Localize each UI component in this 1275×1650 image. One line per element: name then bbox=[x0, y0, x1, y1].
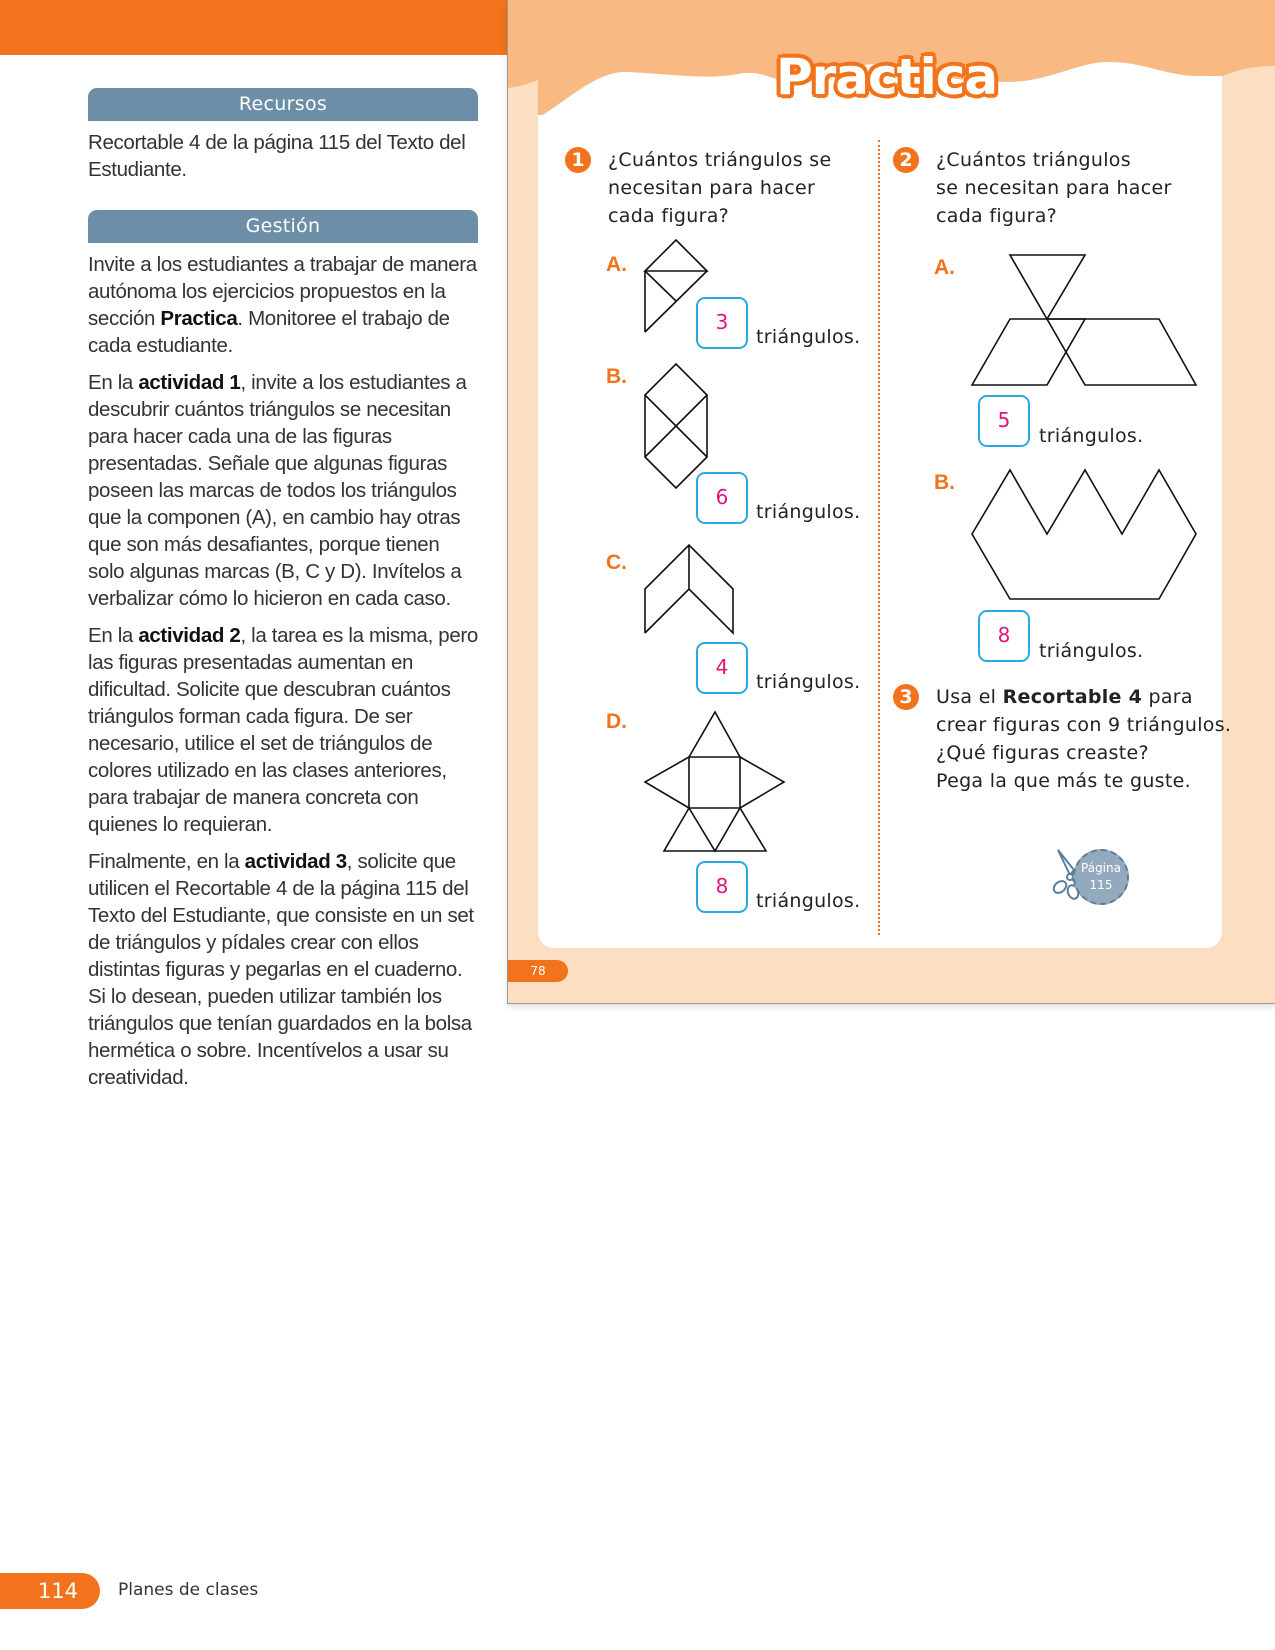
activity-2-number: 2 bbox=[893, 147, 919, 173]
teacher-notes bbox=[88, 88, 478, 1091]
section-title: Practica bbox=[776, 48, 998, 106]
student-page-thumbnail bbox=[507, 0, 1275, 1004]
unit-label: triángulos. bbox=[756, 890, 861, 912]
activity-3-number: 3 bbox=[893, 684, 919, 710]
unit-label: triángulos. bbox=[756, 501, 861, 523]
answer-box-1c[interactable]: 4 bbox=[696, 642, 748, 694]
management-header: Gestión bbox=[88, 210, 478, 243]
resources-header: Recursos bbox=[88, 88, 478, 121]
management-paragraph: En la actividad 1, invite a los estudiantes a descubrir cuántos triángulos se necesitan para hacer cada una de las figuras presentadas. Señale que algunas figuras poseen las marcas de todos los triángulos que la componen (A), en cambio hay otras que son más desafiantes, porque tienen solo algunas marcas (B, C y D). Invítelos a verbalizar cómo lo hicieron en cada caso. bbox=[88, 371, 467, 610]
column-divider bbox=[878, 140, 880, 935]
unit-label: triángulos. bbox=[756, 671, 861, 693]
item-1a-label: A. bbox=[606, 253, 627, 276]
figure-1d-star bbox=[645, 712, 790, 857]
resources-text: Recortable 4 de la página 115 del Texto del Estudiante. bbox=[88, 131, 466, 181]
unit-label: triángulos. bbox=[1039, 640, 1144, 662]
answer-box-1b[interactable]: 6 bbox=[696, 472, 748, 524]
activity-1-question: ¿Cuántos triángulos se necesitan para hacer cada figura? bbox=[608, 149, 832, 227]
item-2a-label: A. bbox=[934, 256, 955, 279]
activity-2-question: ¿Cuántos triángulos se necesitan para hacer cada figura? bbox=[936, 149, 1172, 227]
activity-1-number: 1 bbox=[565, 147, 591, 173]
item-1b-label: B. bbox=[606, 365, 627, 388]
page-number-tab: 114 bbox=[0, 1573, 100, 1609]
activity-3-instructions: Usa el Recortable 4 para crear figuras con 9 triángulos. ¿Qué figuras creaste? Pega la que más te guste. bbox=[936, 686, 1232, 792]
answer-box-1d[interactable]: 8 bbox=[696, 861, 748, 913]
management-paragraph: Finalmente, en la actividad 3, solicite que utilicen el Recortable 4 de la página 115 del Texto del Estudiante, que consiste en un set de triángulos y pídales crear con ellos distintas figuras y pegarlas en el cuaderno. Si lo desean, pueden utilizar también los triángulos que tenían guardados en la bolsa hermética o sobre. Incentívelos a usar su creatividad. bbox=[88, 850, 474, 1089]
page-reference-badge: Página 115 bbox=[1073, 849, 1129, 905]
figure-2a-shape bbox=[972, 255, 1202, 390]
unit-label: triángulos. bbox=[1039, 425, 1144, 447]
unit-label: triángulos. bbox=[756, 326, 861, 348]
management-paragraph: Invite a los estudiantes a trabajar de manera autónoma los ejercicios propuestos en la sección Practica. Monitoree el trabajo de cada estudiante. bbox=[88, 253, 477, 357]
answer-box-2b[interactable]: 8 bbox=[978, 610, 1030, 662]
figure-2b-crown bbox=[972, 470, 1202, 605]
item-1d-label: D. bbox=[606, 710, 627, 733]
student-page-number: 78 bbox=[508, 960, 568, 982]
management-paragraph: En la actividad 2, la tarea es la misma, pero las figuras presentadas aumentan en dificultad. Solicite que descubran cuántos triángulos forman cada figura. De ser necesario, utilice el set de triángulos de colores utilizado en las clases anteriores, para trabajar de manera concreta con quienes lo requieran. bbox=[88, 624, 478, 836]
answer-box-1a[interactable]: 3 bbox=[696, 297, 748, 349]
management-section bbox=[88, 251, 478, 1091]
top-accent-bar bbox=[0, 0, 510, 55]
figure-1c-chevron bbox=[645, 545, 740, 635]
answer-box-2a[interactable]: 5 bbox=[978, 395, 1030, 447]
item-1c-label: C. bbox=[606, 551, 627, 574]
footer-section-title: Planes de clases bbox=[118, 1580, 259, 1600]
item-2b-label: B. bbox=[934, 471, 955, 494]
